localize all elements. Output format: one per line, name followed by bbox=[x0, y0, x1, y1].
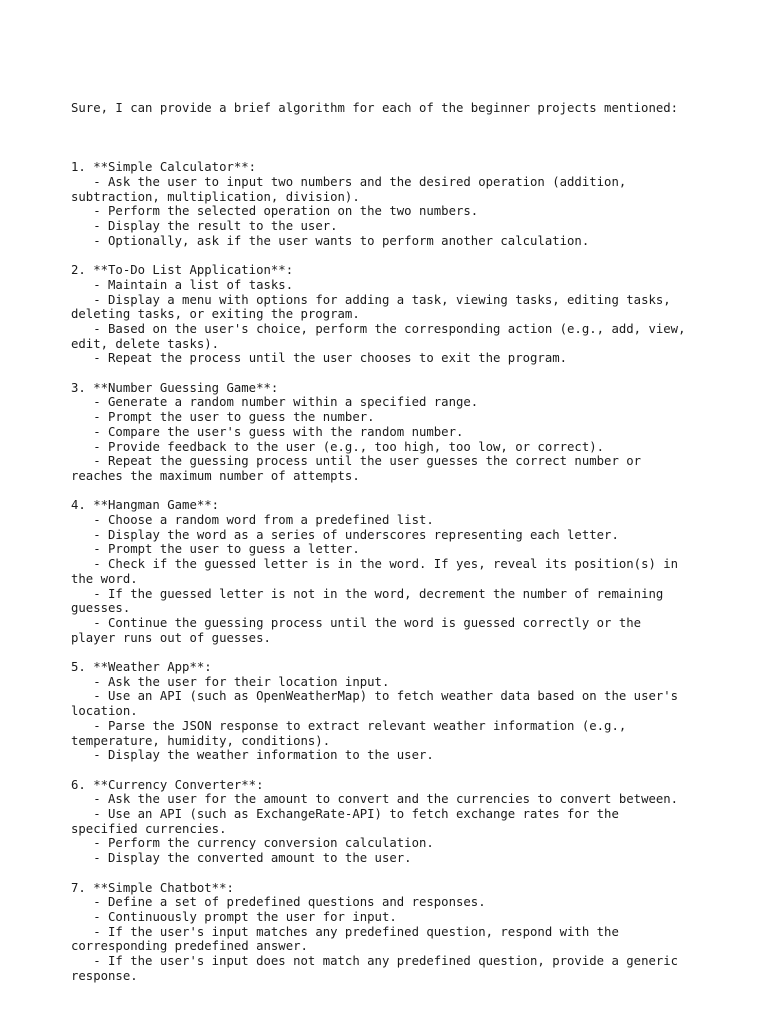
section-line: - Ask the user to input two numbers and the desired operation (addition, bbox=[71, 174, 627, 189]
section-line: corresponding predefined answer. bbox=[71, 939, 308, 954]
project-section bbox=[71, 881, 711, 984]
section-line: the word. bbox=[71, 571, 138, 586]
section-line: - Display a menu with options for adding a task, viewing tasks, editing tasks, bbox=[71, 292, 671, 307]
section-line: subtraction, multiplication, division). bbox=[71, 189, 360, 204]
section-line: - Use an API (such as OpenWeatherMap) to fetch weather data based on the user's bbox=[71, 689, 679, 704]
section-line: - Maintain a list of tasks. bbox=[71, 277, 294, 292]
section-spacer bbox=[71, 366, 711, 381]
section-heading: 7. **Simple Chatbot**: bbox=[71, 880, 234, 895]
section-line: - Display the converted amount to the user. bbox=[71, 851, 412, 866]
project-section bbox=[71, 778, 711, 866]
section-line: - Compare the user's guess with the random number. bbox=[71, 424, 464, 439]
section-heading: 2. **To-Do List Application**: bbox=[71, 263, 294, 278]
section-line: - Parse the JSON response to extract relevant weather information (e.g., bbox=[71, 718, 627, 733]
section-line: location. bbox=[71, 704, 138, 719]
section-line: - If the guessed letter is not in the word, decrement the number of remaining bbox=[71, 586, 664, 601]
sections-container bbox=[71, 146, 711, 984]
project-section bbox=[71, 263, 711, 366]
section-line: - Display the weather information to the user. bbox=[71, 748, 434, 763]
section-line: - Provide feedback to the user (e.g., too high, too low, or correct). bbox=[71, 439, 605, 454]
section-line: - Continuously prompt the user for input. bbox=[71, 909, 397, 924]
section-line: temperature, humidity, conditions). bbox=[71, 733, 331, 748]
section-spacer bbox=[71, 248, 711, 263]
section-line: - Perform the currency conversion calculation. bbox=[71, 836, 434, 851]
section-line: - Repeat the process until the user chooses to exit the program. bbox=[71, 351, 568, 366]
document-page bbox=[71, 72, 711, 998]
section-spacer bbox=[71, 866, 711, 881]
section-line: - Based on the user's choice, perform the corresponding action (e.g., add, view, bbox=[71, 321, 686, 336]
section-line: - Display the result to the user. bbox=[71, 219, 338, 234]
section-heading: 1. **Simple Calculator**: bbox=[71, 160, 257, 175]
section-spacer bbox=[71, 484, 711, 499]
section-line: - Perform the selected operation on the two numbers. bbox=[71, 204, 479, 219]
section-heading: 4. **Hangman Game**: bbox=[71, 498, 220, 513]
section-line: - Prompt the user to guess the number. bbox=[71, 410, 375, 425]
section-line: - If the user's input does not match any predefined question, provide a generic bbox=[71, 954, 679, 969]
section-heading: 5. **Weather App**: bbox=[71, 660, 212, 675]
section-line: - Check if the guessed letter is in the word. If yes, reveal its position(s) in bbox=[71, 557, 679, 572]
section-heading: 6. **Currency Converter**: bbox=[71, 777, 264, 792]
section-spacer bbox=[71, 763, 711, 778]
section-line: - Use an API (such as ExchangeRate-API) to fetch exchange rates for the bbox=[71, 807, 619, 822]
section-line: guesses. bbox=[71, 601, 131, 616]
section-spacer bbox=[71, 146, 711, 161]
project-section bbox=[71, 381, 711, 484]
project-section bbox=[71, 160, 711, 248]
section-line: - Continue the guessing process until the word is guessed correctly or the bbox=[71, 615, 642, 630]
section-line: - Repeat the guessing process until the user guesses the correct number or bbox=[71, 454, 642, 469]
section-line: specified currencies. bbox=[71, 821, 227, 836]
section-line: edit, delete tasks). bbox=[71, 336, 220, 351]
section-line: - Ask the user for the amount to convert and the currencies to convert between. bbox=[71, 792, 679, 807]
section-heading: 3. **Number Guessing Game**: bbox=[71, 380, 279, 395]
section-line: - Optionally, ask if the user wants to perform another calculation. bbox=[71, 233, 590, 248]
section-line: - If the user's input matches any predefined question, respond with the bbox=[71, 924, 619, 939]
section-line: deleting tasks, or exiting the program. bbox=[71, 307, 360, 322]
project-section bbox=[71, 660, 711, 763]
section-line: - Choose a random word from a predefined list. bbox=[71, 513, 434, 528]
project-section bbox=[71, 498, 711, 645]
section-line: response. bbox=[71, 968, 138, 983]
section-line: - Prompt the user to guess a letter. bbox=[71, 542, 360, 557]
section-spacer bbox=[71, 645, 711, 660]
section-line: player runs out of guesses. bbox=[71, 630, 271, 645]
section-line: reaches the maximum number of attempts. bbox=[71, 468, 360, 483]
intro-text: Sure, I can provide a brief algorithm for each of the beginner projects mentioned: bbox=[71, 101, 679, 116]
section-line: - Define a set of predefined questions and responses. bbox=[71, 895, 486, 910]
section-line: - Generate a random number within a specified range. bbox=[71, 395, 479, 410]
section-line: - Ask the user for their location input. bbox=[71, 674, 390, 689]
section-line: - Display the word as a series of underscores representing each letter. bbox=[71, 527, 619, 542]
